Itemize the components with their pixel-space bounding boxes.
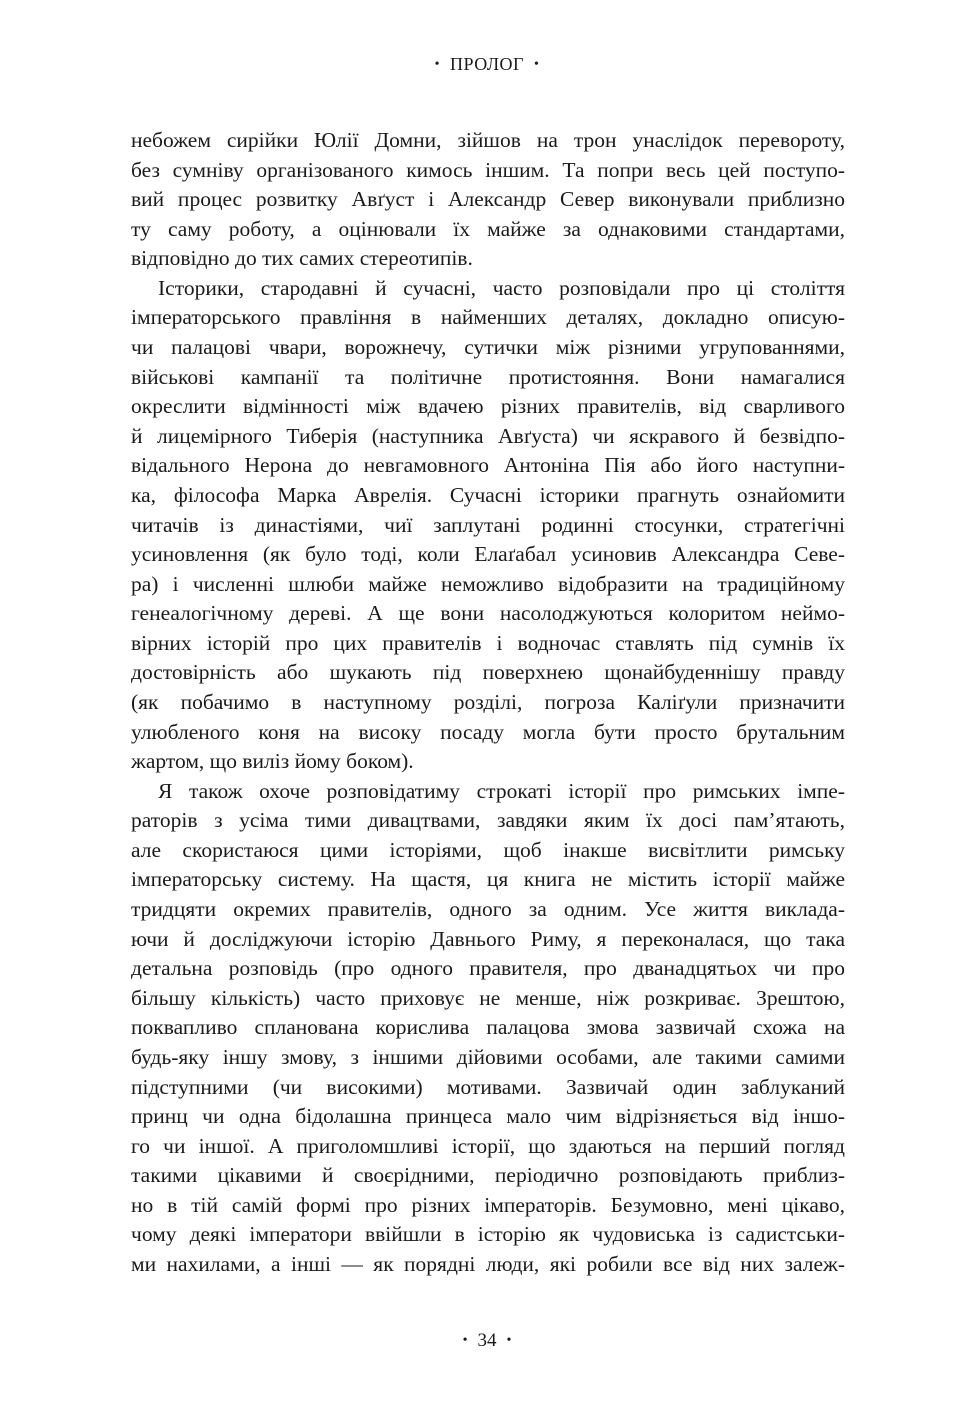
text-line: ка, філософа Марка Аврелія. Сучасні історики прагнуть ознайомити <box>131 482 845 507</box>
text-line: читачів із династіями, чиї заплутані родинні стосунки, стратегічні <box>131 512 845 537</box>
bullet-left: • <box>462 1333 468 1348</box>
page-footer <box>0 1330 974 1352</box>
text-line: вий процес розвитку Авґуст і Александр Север виконували приблизно <box>131 187 845 212</box>
text-line: й лицемірного Тиберія (наступника Авґуста) чи яскравого й безвідпо- <box>131 423 845 448</box>
text-line: військові кампанії та політичне протистояння. Вони намагалися <box>131 364 845 389</box>
bullet-right: • <box>533 57 540 72</box>
text-line: детальна розповідь (про одного правителя, про дванадцятьох чи про <box>131 956 845 981</box>
paragraph <box>131 777 845 1280</box>
text-line: відального Нерона до невгамовного Антоніна Пія або його наступни- <box>131 453 845 478</box>
text-line: ту саму роботу, а оцінювали їх майже за однаковими стандартами, <box>131 216 845 241</box>
text-line: підступними (чи високими) мотивами. Зазвичай один заблуканий <box>131 1074 845 1099</box>
text-line: достовірність або шукають під поверхнею щонайбуденнішу правду <box>131 660 845 685</box>
text-line: ми нахилами, а інші — як порядні люди, які робили все від них залеж- <box>131 1251 845 1276</box>
text-line: чому деякі імператори ввійшли в історію як чудовиська із садистськи- <box>131 1222 845 1247</box>
text-line: ра) і численні шлюби майже неможливо відобразити на традиційному <box>131 571 845 596</box>
text-line: більшу кількість) часто приховує не менше, ніж розкриває. Зрештою, <box>131 985 845 1010</box>
text-line: раторів з усіма тими дивацтвами, завдяки яким їх досі пам’ятають, <box>131 808 845 833</box>
bullet-right: • <box>506 1333 512 1348</box>
text-line: тридцяти окремих правителів, одного за одним. Усе життя виклада- <box>131 897 845 922</box>
text-line: без сумніву організованого кимось іншим. Та попри весь цей поступо- <box>131 157 845 182</box>
text-line: усиновлення (як було тоді, коли Елаґабал усиновив Александра Севе- <box>131 542 845 567</box>
text-line: Історики, стародавні й сучасні, часто розповідали про ці століття <box>158 275 845 300</box>
text-line: но в тій самій формі про різних імператорів. Безумовно, мені цікаво, <box>131 1192 845 1217</box>
bullet-left: • <box>434 57 441 72</box>
text-line: окреслити відмінності між вдачею різних правителів, від сварливого <box>131 394 845 419</box>
text-line: чи палацові чвари, ворожнечу, сутички між різними угрупованнями, <box>131 335 845 360</box>
text-line: жартом, що виліз йому боком). <box>131 749 414 774</box>
chapter-title: ПРОЛОГ <box>450 54 524 74</box>
text-line: генеалогічному дереві. А ще вони насолоджуються колоритом неймо- <box>131 601 845 626</box>
text-line: (як побачимо в наступному розділі, погроза Каліґули призначити <box>131 689 845 714</box>
text-line: принц чи одна бідолашна принцеса мало чим відрізняється від іншо- <box>131 1104 845 1129</box>
text-line: будь-яку іншу змову, з іншими дійовими особами, але такими самими <box>131 1044 845 1069</box>
text-line: відповідно до тих самих стереотипів. <box>131 246 473 271</box>
paragraph <box>131 126 845 274</box>
text-line: небожем сирійки Юлії Домни, зійшов на трон унаслідок перевороту, <box>131 128 845 152</box>
text-line: імператорського правління в найменших деталях, докладно описую- <box>131 305 845 330</box>
body-text <box>131 126 845 1280</box>
text-line: такими цікавими й своєрідними, періодично розповідають приблиз- <box>131 1163 845 1188</box>
text-line: ючи й досліджуючи історію Давнього Риму, я переконалася, що така <box>131 926 845 951</box>
text-line: але скористаюся цими історіями, щоб інакше висвітлити римську <box>131 837 845 862</box>
text-line: улюбленого коня на високу посаду могла бути просто брутальним <box>131 719 845 744</box>
text-line: го чи іншої. А приголомшливі історії, що здаються на перший погляд <box>131 1133 845 1158</box>
text-line: вірних історій про цих правителів і водночас ставлять під сумнів їх <box>131 630 845 655</box>
running-header <box>0 54 974 75</box>
page-number: 34 <box>477 1330 497 1351</box>
text-line: поквапливо спланована корислива палацова змова зазвичай схожа на <box>131 1015 845 1040</box>
paragraph <box>131 274 845 777</box>
text-line: імператорську систему. На щастя, ця книга не містить історії майже <box>131 867 845 892</box>
text-line: Я також охоче розповідатиму строкаті історії про римських імпе- <box>158 778 845 803</box>
